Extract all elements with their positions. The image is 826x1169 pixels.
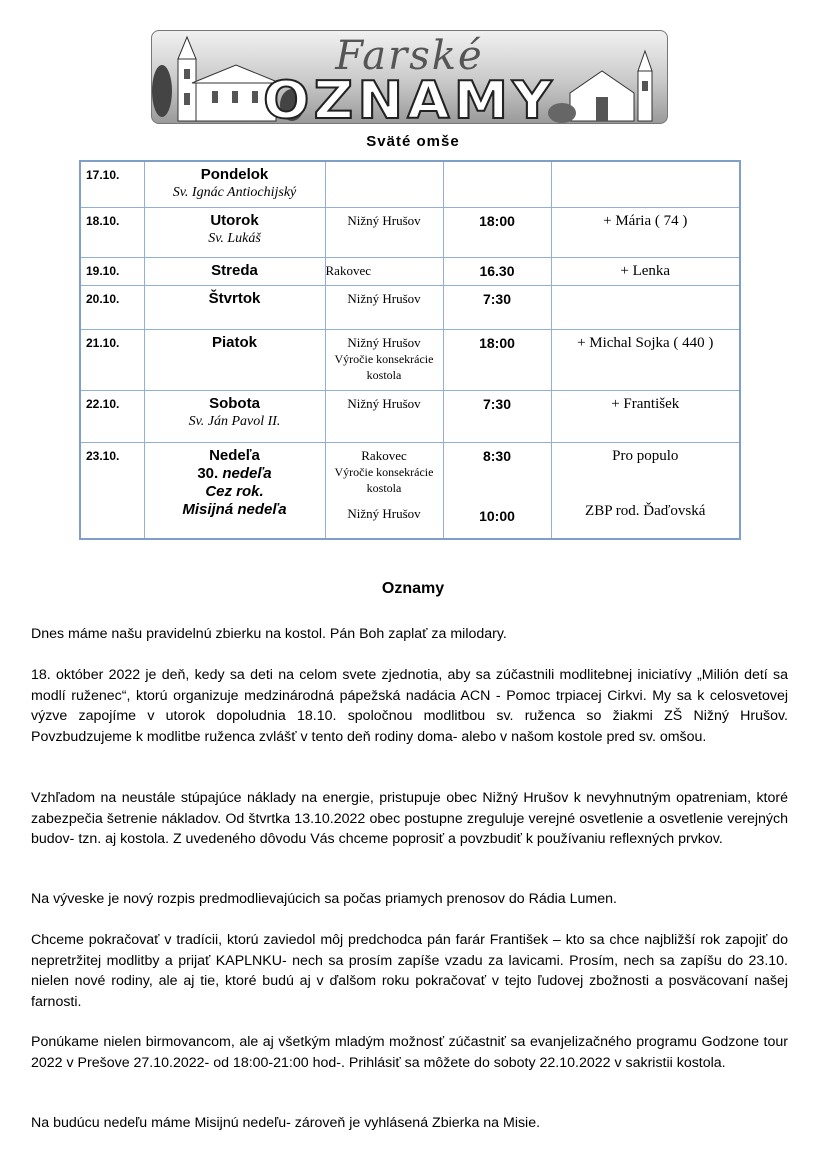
table-row [80,207,740,257]
time-first: 8:30 [482,447,512,464]
row-day [144,329,325,390]
day-feast: Sv. Ignác Antiochijský [172,185,297,200]
row-intention [551,207,740,257]
table-row [80,390,740,442]
table-row-sunday [80,442,740,539]
row-place [325,285,443,329]
header-banner [151,30,668,124]
row-intention [551,285,740,329]
place-note: Výročie konsekrácie kostola [334,464,434,495]
row-place [325,161,443,207]
row-time [443,442,551,539]
announcement-paragraph: Vzhľadom na neustále stúpajúce náklady na energie, pristupuje obec Nižný Hrušov k nevyhnutným opatreniam, ktoré zabezpečia šetrenie nákladov. Od štvrtka 13.10.2022 obec postupne zreguluje verejné osvetlenie a osvetlenie verejných budov- tzn. aj kostola. Z uvedeného dôvodu Vás chceme poprosiť a povzbudiť k používaniu reflexných prvkov. [31,790,788,847]
time-main: 7:30 [482,395,512,412]
day-name: Utorok [210,211,259,229]
day-name: Pondelok [200,166,269,183]
announcement-paragraph: 18. október 2022 je deň, kedy sa deti na celom svete zjednotia, aby sa zúčastnili modlitebnej iniciatívy „Milión detí sa modlí ruženec“, ktorú organizuje medzinárodná pápežská nadácia ACN - Pomoc trpiacej Cirkvi. My sa k celosvetovej výzve zapojíme v utorok dopoludnia 18.10. spoločnou modlitbou sv. ruženca so žiakmi ZŠ Nižný Hrušov. Povzbudzujeme k modlitbe ruženca zvlášť v tento deň rodiny doma- alebo v našom kostole pred sv. omšou. [31,667,788,745]
row-time [443,161,551,207]
table-row [80,285,740,329]
row-intention [551,442,740,539]
place-main: Nižný Hrušov [347,334,421,350]
row-intention [551,161,740,207]
row-day [144,161,325,207]
row-time [443,390,551,442]
row-place [325,207,443,257]
row-date: 21.10. [80,329,144,390]
announcements-title: Oznamy [381,580,445,597]
schedule-title: Sväté omše [366,133,460,150]
announcement-paragraph: Ponúkame nielen birmovancom, ale aj všetkým mladým možnosť zúčastniť sa evanjelizačného programu Godzone tour 2022 v Prešove 27.10.2022- od 18:00-21:00 hod-. Prihlásiť sa môžete do soboty 22.10.2022 v sakristii kostola. [31,1034,788,1071]
day-name: Štvrtok [208,289,261,307]
row-date: 18.10. [80,207,144,257]
table-row [80,161,740,207]
row-time [443,329,551,390]
time-main: 7:30 [482,290,512,307]
place-main: Nižný Hrušov [347,395,421,411]
row-day [144,442,325,539]
day-feast: Sv. Ján Pavol II. [188,413,281,429]
intention-main: + Michal Sojka ( 440 ) [577,334,714,351]
day-feast: Sv. Lukáš [208,230,261,246]
day-name: Nedeľa [209,446,260,464]
row-intention [551,329,740,390]
intention-second: ZBP rod. Ďaďovská [585,502,706,519]
row-place [325,390,443,442]
banner-title: OZNAMY [262,71,557,124]
row-day [144,207,325,257]
intention-main: + Lenka [620,262,671,279]
time-main: 16.30 [479,262,515,279]
row-date: 20.10. [80,285,144,329]
announcement-paragraph: Dnes máme našu pravidelnú zbierku na kostol. Pán Boh zaplať za milodary. [31,626,507,642]
table-row [80,257,740,285]
row-time [443,207,551,257]
row-day [144,390,325,442]
row-day [144,285,325,329]
day-name: Sobota [209,394,260,412]
row-place [325,257,443,285]
row-date: 22.10. [80,390,144,442]
sunday-number: 30. [197,464,223,482]
place-note: Výročie konsekrácie kostola [334,351,434,382]
place-main: Rakovec [325,262,371,278]
row-day [144,257,325,285]
announcement-paragraph: Na výveske je nový rozpis predmodlievajúcich sa počas priamych prenosov do Rádia Lumen. [31,891,617,907]
table-row [80,329,740,390]
mass-schedule-table [79,160,741,540]
day-name: Piatok [211,333,257,351]
day-name: Streda [211,261,258,279]
sunday-word: nedeľa [222,464,272,482]
intention-main: + František [611,395,680,412]
row-intention [551,390,740,442]
place-main: Rakovec [361,447,407,463]
time-main: 18:00 [479,334,515,351]
time-second: 10:00 [479,507,515,524]
time-main: 18:00 [479,212,515,229]
banner-script-text: Farské [335,33,484,79]
sunday-feast: Misijná nedeľa [182,500,287,518]
row-date: 17.10. [80,161,144,207]
row-intention [551,257,740,285]
row-time [443,285,551,329]
row-place [325,329,443,390]
announcement-paragraph: Na budúcu nedeľu máme Misijnú nedeľu- zároveň je vyhlásená Zbierka na Misie. [31,1115,541,1131]
intention-first: Pro populo [612,447,679,464]
place-main: Nižný Hrušov [347,212,421,228]
place-main: Nižný Hrušov [347,290,421,306]
row-date: 19.10. [80,257,144,285]
announcement-paragraph: Chceme pokračovať v tradícii, ktorú zaviedol môj predchodca pán farár František – kto sa chce najbližší rok zapojiť do nepretržitej modlitby a prijať KAPLNKU- nech sa prosím zapíše vzadu za lavicami. Prosím, nech sa zapíšu do 23.10. nielen nové rodiny, ale aj tie, ktoré budú aj v ďalšom roku pokračovať v tejto ľudovej zbožnosti a posväcovaní našej farnosti. [31,932,788,1010]
row-place [325,442,443,539]
sunday-number-line [145,465,325,483]
row-date: 23.10. [80,442,144,539]
sunday-season: Cez rok. [205,482,264,500]
row-time [443,257,551,285]
place-second: Nižný Hrušov [347,505,421,521]
intention-main: + Mária ( 74 ) [603,212,688,229]
